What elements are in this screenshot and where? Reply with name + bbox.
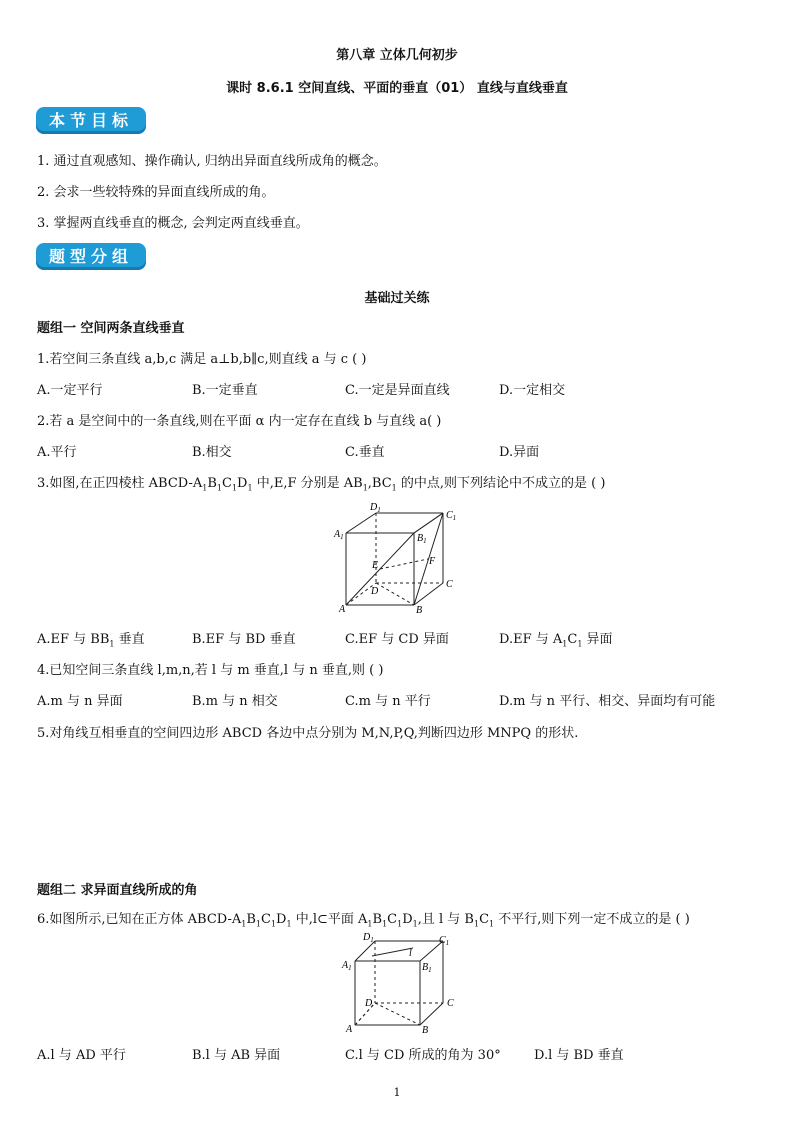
page-number: 1 (393, 1086, 401, 1099)
label-A: A (339, 604, 346, 615)
q3-option-c: C.EF 与 CD 异面 (345, 632, 449, 647)
label-D1: $D_1$ (363, 932, 374, 944)
q2-option-a: A.平行 (37, 445, 77, 460)
q1-option-d: D.一定相交 (499, 383, 566, 398)
label-C1: $C_1$ (439, 935, 450, 947)
label-B1: $B_1$ (422, 962, 432, 974)
q2-option-c: C.垂直 (345, 445, 385, 460)
q4-option-d: D.m 与 n 平行、相交、异面均有可能 (499, 694, 716, 709)
group1-heading: 题组一 空间两条直线垂直 (37, 321, 185, 336)
label-B: B (422, 1025, 429, 1036)
chapter-title: 第八章 立体几何初步 (336, 48, 458, 63)
figure-cube (340, 928, 465, 1038)
goal-item-1: 1. 通过直观感知、操作确认, 归纳出异面直线所成角的概念。 (37, 154, 387, 169)
goal-item-2: 2. 会求一些较特殊的异面直线所成的角。 (37, 185, 275, 200)
goal-item-3: 3. 掌握两直线垂直的概念, 会判定两直线垂直。 (37, 216, 309, 231)
label-C: C (446, 579, 453, 590)
lesson-title: 课时 8.6.1 空间直线、平面的垂直（01） 直线与直线垂直 (226, 81, 568, 96)
q3-option-a: A.EF 与 $BB_1$ 垂直 (37, 632, 145, 649)
q1-option-a: A.一定平行 (37, 383, 103, 398)
label-F: F (429, 556, 436, 567)
q5-stem: 5.对角线互相垂直的空间四边形 ABCD 各边中点分别为 M,N,P,Q,判断四边形 MNPQ 的形状. (37, 726, 579, 741)
q1-stem: 1.若空间三条直线 a,b,c 满足 a⊥b,b∥c,则直线 a 与 c ( ) (37, 352, 367, 367)
q2-option-d: D.异面 (499, 445, 540, 460)
q4-option-c: C.m 与 n 平行 (345, 694, 431, 709)
label-l: l (409, 948, 412, 959)
figure-prism (330, 500, 465, 618)
goals-banner: 本节目标 (36, 107, 146, 134)
label-A1: $A_1$ (342, 960, 352, 972)
label-B1: $B_1$ (417, 533, 427, 545)
q2-stem: 2.若 a 是空间中的一条直线,则在平面 α 内一定存在直线 b 与直线 a( ) (37, 414, 442, 429)
q3-stem: 3.如图,在正四棱柱 ABCD-$A_1B_1C_1D_1$ 中,E,F 分别是 $AB_1,BC_1$ 的中点,则下列结论中不成立的是 ( ) (37, 476, 606, 493)
q1-option-b: B.一定垂直 (192, 383, 258, 398)
label-C: C (447, 998, 454, 1009)
q6-option-b: B.l 与 AB 异面 (192, 1048, 281, 1063)
group2-heading: 题组二 求异面直线所成的角 (37, 883, 198, 898)
q6-option-a: A.l 与 AD 平行 (37, 1048, 126, 1063)
label-E: E (372, 560, 379, 571)
label-D1: $D_1$ (370, 502, 381, 514)
types-banner: 题型分组 (36, 243, 146, 270)
label-C1: $C_1$ (446, 510, 457, 522)
q2-option-b: B.相交 (192, 445, 232, 460)
q3-option-b: B.EF 与 BD 垂直 (192, 632, 296, 647)
q4-stem: 4.已知空间三条直线 l,m,n,若 l 与 m 垂直,l 与 n 垂直,则 ( ) (37, 663, 384, 678)
label-B: B (416, 605, 423, 616)
section-heading: 基础过关练 (364, 291, 430, 306)
q6-option-d: D.l 与 BD 垂直 (534, 1048, 624, 1063)
q6-option-c: C.l 与 CD 所成的角为 30° (345, 1048, 501, 1063)
q6-stem: 6.如图所示,已知在正方体 ABCD-$A_1B_1C_1D_1$ 中,l⊂平面 $A_1B_1C_1D_1$,且 l 与 $B_1C_1$ 不平行,则下列一定不成立的是 ( ) (37, 912, 690, 929)
q4-option-a: A.m 与 n 异面 (37, 694, 123, 709)
label-D: D (371, 586, 379, 597)
label-A: A (346, 1024, 353, 1035)
label-D: D (365, 998, 373, 1009)
q4-option-b: B.m 与 n 相交 (192, 694, 278, 709)
q3-option-d: D.EF 与 $A_1C_1$ 异面 (499, 632, 613, 649)
label-A1: $A_1$ (334, 529, 344, 541)
q1-option-c: C.一定是异面直线 (345, 383, 450, 398)
